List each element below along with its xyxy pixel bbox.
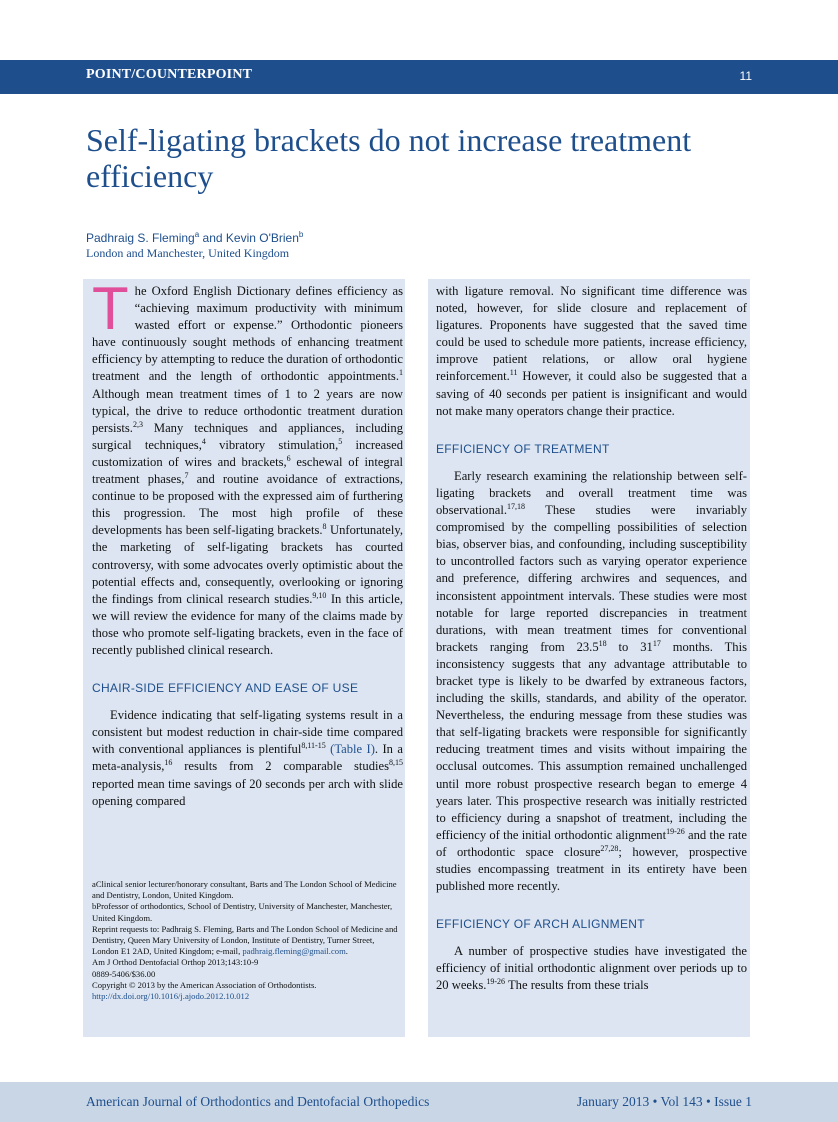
citation-ref[interactable]: 8 [322,522,327,532]
author-location: London and Manchester, United Kingdom [86,246,290,260]
left-column [92,275,404,810]
author-line [86,230,303,245]
citation-ref[interactable]: 9,10 [312,590,327,600]
text: . [345,946,348,957]
text: . In a meta-analysis, [92,742,403,774]
issue-info: January 2013 • Vol 143 • Issue 1 [576,1094,752,1109]
citation-ref[interactable]: 19-26 [486,977,506,987]
citation-ref[interactable]: 4 [201,436,206,446]
footnote-reprint [92,924,403,958]
text: The results from these trials [505,978,649,993]
text: and the rate of orthodontic space closure [436,827,747,859]
text: and routine avoidance of extractions, continue to be proposed with the expressed aim of furthering this progression. The most high profile of these developments has been self-ligating brackets. [92,472,403,538]
author-name: Padhraig S. Fleming [86,231,195,245]
text: Evidence indicating that self-ligating systems result in a consistent but modest reduction in chair-side time compared with conventional appliances is plentiful [92,708,403,757]
citation-ref[interactable]: 7 [184,470,189,480]
text: Reprint requests to: Padhraig S. Fleming, Barts and The London School of Medicine and Dentistry, Queen Mary University of London, Institute of Dentistry, Turner Street, London E1 2AD, United Kingdom; e-mail, [92,923,398,957]
citation-ref[interactable]: 19-26 [666,826,685,836]
header-bar [0,60,838,94]
text: reported mean time savings of 20 seconds per arch with slide opening compared [92,776,403,808]
article-title: Self-ligating brackets do not increase treatment efficiency [86,122,692,194]
text: results from 2 comparable studies [172,759,389,774]
citation-ref[interactable]: 27,28 [600,843,619,853]
text: he Oxford English Dictionary defines efficiency as “achieving maximum productivity with minimum wasted effort or expense.” Orthodontic pioneers have continuously sought methods of enhancing treatment efficiency by attempting to reduce the duration of orthodontic treatment and the length of orthodontic appointments. [92,284,404,384]
author-affiliation-marker: b [298,230,304,239]
citation-ref[interactable]: 17,18 [507,501,525,511]
body-paragraph [436,283,747,420]
text: with ligature removal. No significant time difference was noted, however, for slide closure and replacement of ligatures. Proponents have suggested that the saved time could be used to schedule more patients, increase efficiency, improve patient relations, or allow oral hygiene reinforcement. [436,284,747,384]
citation-ref[interactable]: 6 [286,453,291,463]
text: Early research examining the relationship between self-ligating brackets and overall treatment time was observational. [436,468,747,518]
section-heading: EFFICIENCY OF TREATMENT [436,441,610,456]
table-link[interactable]: (Table I) [330,742,375,757]
email-link[interactable]: padhraig.fleming@gmail.com [242,946,346,957]
citation-ref[interactable]: 8,11-15 [301,741,326,751]
text: vibratory stimulation, [205,437,339,452]
text: However, it could also be suggested that a saving of 40 seconds per patient is insignificant and would not make many operators change their practice. [436,369,747,418]
journal-name: American Journal of Orthodontics and Dentofacial Orthopedics [86,1094,430,1109]
text: Unfortunately, the marketing of self-ligating brackets has courted controversy, with some advocates overly optimistic about the potential effects and, consequently, overlooking or ignoring the findings from clinical research studies. [92,523,403,606]
body-paragraph [436,468,747,895]
citation-ref[interactable]: 1 [399,368,403,378]
author-affiliation-marker: a [194,230,200,239]
page-number: 11 [739,69,752,83]
citation-ref[interactable]: 17 [652,638,661,648]
body-paragraph [92,707,403,810]
footnote-citation: Am J Orthod Dentofacial Orthop 2013;143:10-9 [92,957,259,968]
text: to 31 [606,639,653,654]
citation-ref[interactable]: 18 [598,638,607,648]
footer-bar [0,1082,838,1122]
citation-ref[interactable]: 16 [164,758,173,768]
text: Although mean treatment times of 1 to 2 years are now typical, the drive to reduce orthodontic treatment duration persists. [92,386,403,435]
right-column [436,283,747,995]
text: increased customization of wires and brackets, [92,437,403,469]
doi-link[interactable]: http://dx.doi.org/10.1016/j.ajodo.2012.10.012 [92,991,250,1002]
footnote-affiliation-b: bProfessor of orthodontics, School of Dentistry, University of Manchester, Manchester, United Kingdom. [92,901,393,923]
footnote-copyright: Copyright © 2013 by the American Association of Orthodontists. [92,979,317,990]
citation-ref[interactable]: 5 [338,436,343,446]
footnote-affiliation-a: aClinical senior lecturer/honorary consultant, Barts and The London School of Medicine and Dentistry, London, United Kingdom. [92,879,397,901]
section-label: POINT/COUNTERPOINT [86,67,253,82]
text: months. This inconsistency suggests that any advantage attributable to bracket type is likely to be dwarfed by extraneous factors, including the skills, standards, and ability of the operator. Nevertheless, the enduring message from these studies was that self-ligating brackets were responsible for significantly reducing treatment times and visits without impairing the occlusal outcomes. This assumption remained unchallenged until more robust prospective research began to emerge 4 years later. This prospective research was initially restricted to efficiency during a snapshot of treatment, including the efficiency of the initial orthodontic alignment [436,639,747,842]
footnote-issn: 0889-5406/$36.00 [92,968,156,979]
citation-ref[interactable]: 11 [509,368,518,378]
text: These studies were invariably compromised by the compelling possibilities of selection bias, observer bias, and confounding, including susceptibility to uncontrolled factors such as varying operator experience and preference, differing archwires and sequences, and inconsistent appointment intervals. These studies were most notable for large reported discrepancies in treatment durations, with mean treatment times for conventional brackets ranging from 23.5 [436,503,747,654]
citation-ref[interactable]: 2,3 [132,419,143,429]
author-name: Kevin O'Brien [225,231,299,245]
text: ; however, prospective studies encompassing treatment in its entirety have been published more recently. [436,844,747,894]
footnotes [92,879,403,1002]
text: In this article, we will review the evidence for many of the claims made by those who promote self-ligating brackets, even in the face of recently published clinical research. [92,591,403,657]
author-separator: and [199,231,226,245]
citation-ref[interactable]: 8,15 [389,758,403,768]
text: eschewal of integral treatment phases, [92,454,403,487]
section-heading: EFFICIENCY OF ARCH ALIGNMENT [436,917,645,932]
section-heading: CHAIR-SIDE EFFICIENCY AND EASE OF USE [92,681,359,696]
text: Many techniques and appliances, including surgical techniques, [92,420,403,452]
body-paragraph [436,943,747,994]
drop-cap: T [92,275,129,342]
intro-paragraph [92,275,404,659]
text: A number of prospective studies have investigated the efficiency of initial orthodontic alignment over periods up to 20 weeks. [436,944,747,993]
